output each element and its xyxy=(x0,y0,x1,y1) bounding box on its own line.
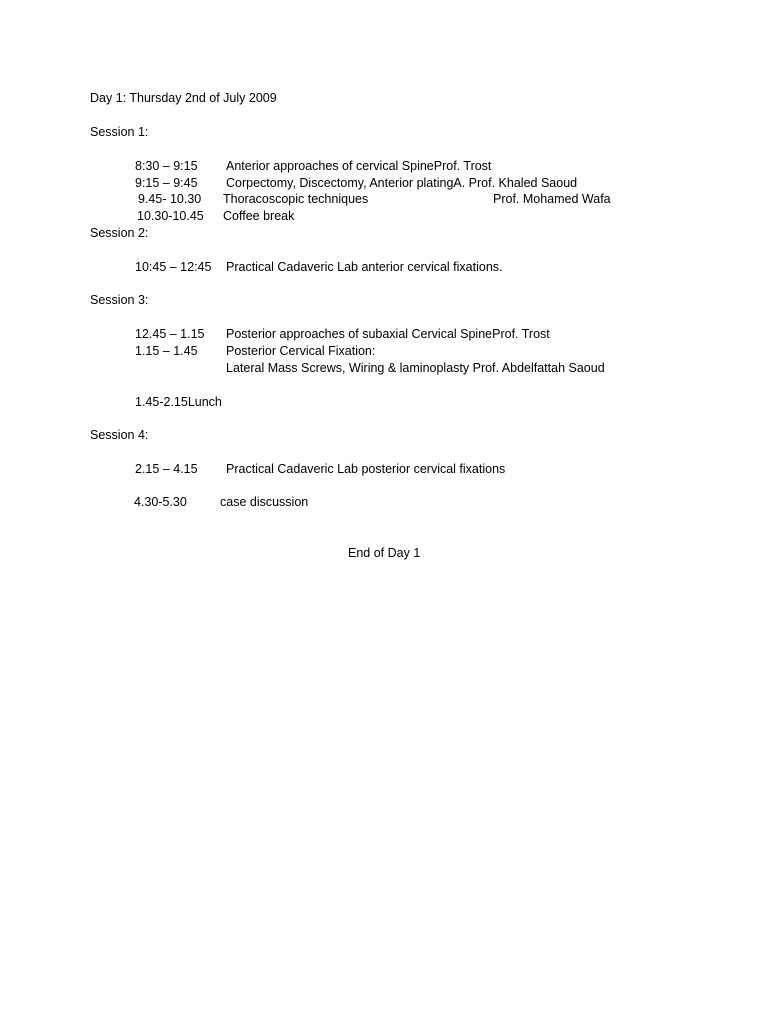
agenda-title: Anterior approaches of cervical SpineProf. Trost xyxy=(226,159,492,173)
agenda-time: 8:30 – 9:15 xyxy=(135,159,198,173)
agenda-title: Posterior approaches of subaxial Cervical SpineProf. Trost xyxy=(226,327,550,341)
agenda-time: 10.30-10.45 xyxy=(137,209,204,223)
agenda-time: 9:15 – 9:45 xyxy=(135,176,198,190)
agenda-title: case discussion xyxy=(220,495,309,509)
agenda-title: Posterior Cervical Fixation: xyxy=(226,344,376,358)
agenda-speaker: Prof. Mohamed Wafa xyxy=(493,192,611,206)
session-1-label: Session 1: xyxy=(90,125,149,139)
agenda-title: Practical Cadaveric Lab posterior cervical fixations xyxy=(226,462,506,476)
session-3-label: Session 3: xyxy=(90,293,149,307)
agenda-time: 4.30-5.30 xyxy=(134,495,187,509)
agenda-title: Corpectomy, Discectomy, Anterior platingA. Prof. Khaled Saoud xyxy=(226,176,578,190)
lunch-line: 1.45-2.15Lunch xyxy=(135,395,222,409)
day-heading: Day 1: Thursday 2nd of July 2009 xyxy=(90,91,277,105)
agenda-title: Coffee break xyxy=(223,209,295,223)
agenda-title-continuation: Lateral Mass Screws, Wiring & laminoplasty Prof. Abdelfattah Saoud xyxy=(226,361,605,375)
agenda-title: Practical Cadaveric Lab anterior cervical fixations. xyxy=(226,260,503,274)
agenda-title: Thoracoscopic techniques xyxy=(223,192,369,206)
session-2-label: Session 2: xyxy=(90,226,149,240)
session-4-label: Session 4: xyxy=(90,428,149,442)
agenda-time: 12.45 – 1.15 xyxy=(135,327,205,341)
agenda-time: 2.15 – 4.15 xyxy=(135,462,198,476)
agenda-time: 1.15 – 1.45 xyxy=(135,344,198,358)
footer-end-of-day: End of Day 1 xyxy=(348,546,421,560)
agenda-time: 9.45- 10.30 xyxy=(138,192,202,206)
agenda-time: 10:45 – 12:45 xyxy=(135,260,212,274)
